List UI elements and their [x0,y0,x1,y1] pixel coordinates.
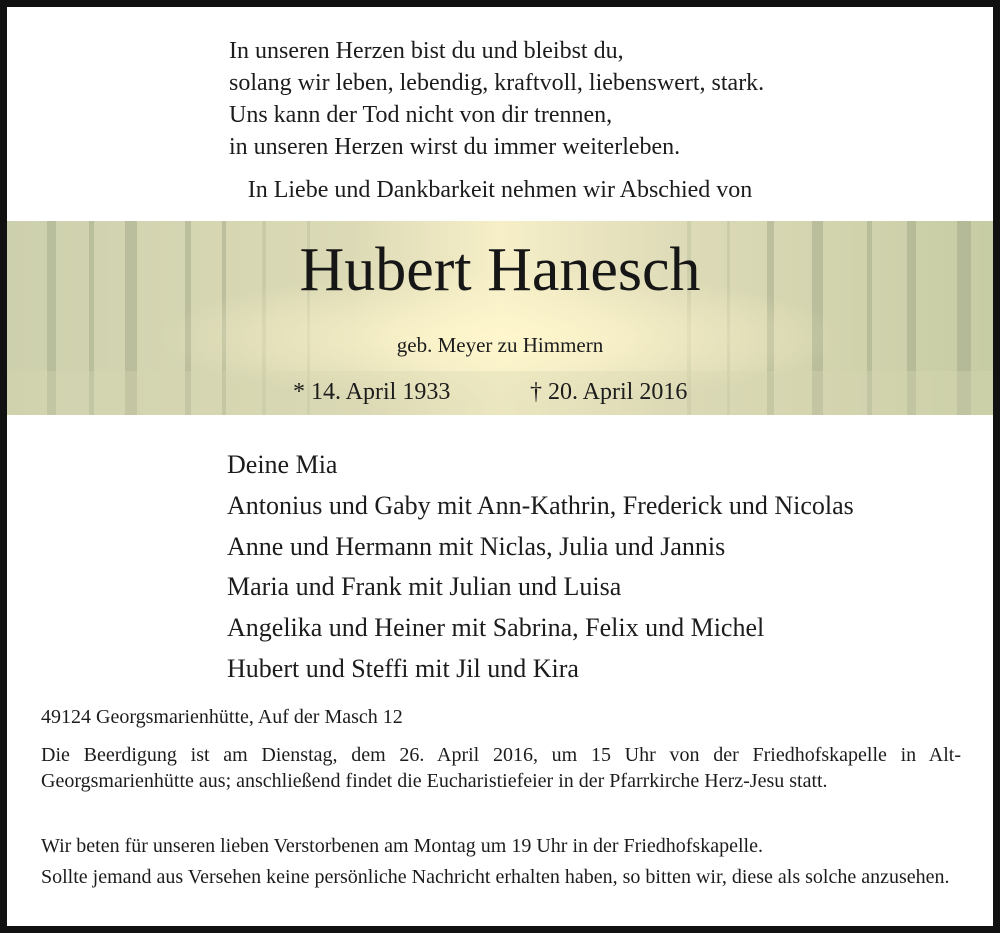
prayer-details: Wir beten für unseren lieben Verstorbenen am Montag um 19 Uhr in der Friedhofskapelle. [41,835,763,857]
farewell-intro: In Liebe und Dankbarkeit nehmen wir Abschied von [247,177,753,203]
funeral-details: Die Beerdigung ist am Dienstag, dem 26. April 2016, um 15 Uhr von der Friedhofskapelle in Alt-Georgsmarienhütte aus; anschließend findet die Eucharistiefeier in der Pfarrkirche Herz-Jesu statt. [41,744,961,792]
poem-line: In unseren Herzen bist du und bleibst du, [229,38,624,64]
death-date: † 20. April 2016 [530,379,688,405]
mourner-line: Hubert und Steffi mit Jil und Kira [227,653,579,683]
mourner-line: Antonius und Gaby mit Ann-Kathrin, Frederick und Nicolas [227,490,854,520]
birth-name: geb. Meyer zu Himmern [396,333,604,357]
poem [229,35,764,163]
poem-line: in unseren Herzen wirst du immer weiterleben. [229,134,681,160]
mourners-list [227,445,854,690]
mourner-line: Maria und Frank mit Julian und Luisa [227,572,622,602]
birth-date: * 14. April 1933 [293,379,451,405]
mourner-line: Anne und Hermann mit Niclas, Julia und Jannis [227,531,726,561]
deceased-name: Hubert Hanesch [299,236,701,304]
poem-line: solang wir leben, lebendig, kraftvoll, liebenswert, stark. [229,70,765,96]
mourner-line: Deine Mia [227,450,338,479]
address: 49124 Georgsmarienhütte, Auf der Masch 12 [41,706,403,728]
notice-text: Sollte jemand aus Versehen keine persönliche Nachricht erhalten haben, so bitten wir, diese als solche anzusehen. [41,866,950,888]
poem-line: Uns kann der Tod nicht von dir trennen, [229,102,613,128]
mourner-line: Angelika und Heiner mit Sabrina, Felix und Michel [227,613,765,643]
